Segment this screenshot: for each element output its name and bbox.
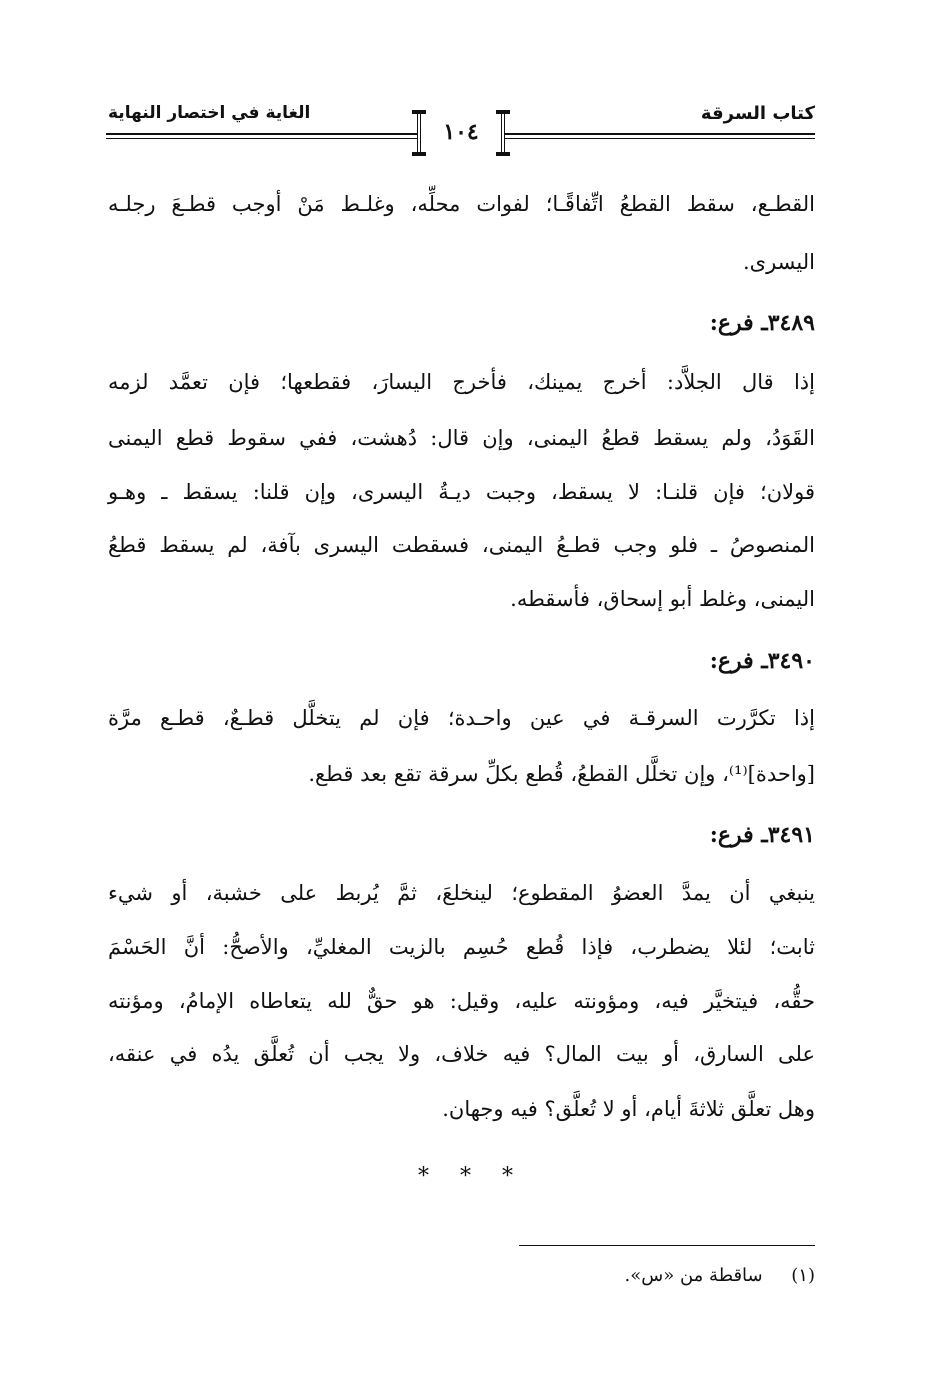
text-line: إذا قال الجلاَّد: أخرج يمينك، فأخرج اليسارَ، فقطعها؛ فإن تعمَّد لزمه: [108, 370, 815, 394]
section-separator: * * *: [418, 1164, 525, 1189]
text-line: ينبغي أن يمدَّ العضوُ المقطوع؛ لينخلعَ، ثمَّ يُربط على خشبة، أو شيء: [108, 881, 815, 905]
header-book-title: الغاية في اختصار النهاية: [108, 103, 311, 123]
text-line: قولان؛ فإن قلنـا: لا يسقط، وجبت ديـةُ اليسرى، وإن قلنا: يسقط ـ وهـو: [108, 480, 815, 504]
frame-ornament: [412, 152, 426, 156]
header-section-title: كتاب السرقة: [700, 103, 815, 124]
footnote: [625, 1265, 815, 1286]
page-number: ١٠٤: [443, 119, 479, 145]
footnote-rule: [519, 1245, 815, 1246]
section-heading-3489: ٣٤٨٩ـ فرع:: [709, 310, 815, 336]
text-line: حقُّه، فيتخيَّر فيه، ومؤونته عليه، وقيل: هو حقٌّ لله يتعاطاه الإمامُ، ومؤنته: [108, 989, 815, 1013]
frame-ornament: [496, 110, 510, 114]
text-line: اليسرى.: [742, 250, 815, 274]
text-line: القَوَدُ، ولم يسقط قطعُ اليمنى، وإن قال: دُهشت، ففي سقوط قطع اليمنى: [108, 426, 815, 450]
text-line: اليمنى، وغلط أبو إسحاق، فأسقطه.: [510, 587, 815, 611]
text-line: المنصوصُ ـ فلو وجب قطـعُ اليمنى، فسقطت اليسرى بآفة، لم يسقط قطعُ: [108, 533, 815, 557]
section-heading-3491: ٣٤٩١ـ فرع:: [709, 822, 815, 848]
page-number-box: [417, 112, 505, 154]
text-line: القطـع، سقط القطعُ اتِّفاقًـا؛ لفوات محلِّه، وغلـط مَنْ أوجب قطـعَ رجلـه: [108, 192, 815, 216]
text-line: [واحدة]⁽¹⁾، وإن تخلَّل القطعُ، قُطع بكلِّ سرقة تقع بعد قطع.: [308, 762, 815, 786]
section-heading-3490: ٣٤٩٠ـ فرع:: [709, 648, 815, 674]
footnote-marker: (١): [791, 1265, 815, 1286]
text-line: ثابت؛ لئلا يضطرب، فإذا قُطع حُسِم بالزيت المغليِّ، والأصحُّ: أنَّ الحَسْمَ: [108, 935, 815, 959]
text-line: على السارق، أو بيت المال؟ فيه خلاف، ولا يجب أن تُعلَّق يدُه في عنقه،: [108, 1042, 815, 1066]
footnote-text: ساقطة من «س».: [624, 1265, 763, 1286]
frame-ornament: [412, 110, 426, 114]
text-line: إذا تكرَّرت السرقـة في عين واحـدة؛ فإن لم يتخلَّل قطـعٌ، قطـع مرَّة: [108, 706, 815, 730]
text-line: وهل تعلَّق ثلاثةَ أيام، أو لا تُعلَّق؟ فيه وجهان.: [442, 1097, 815, 1121]
frame-ornament: [496, 152, 510, 156]
